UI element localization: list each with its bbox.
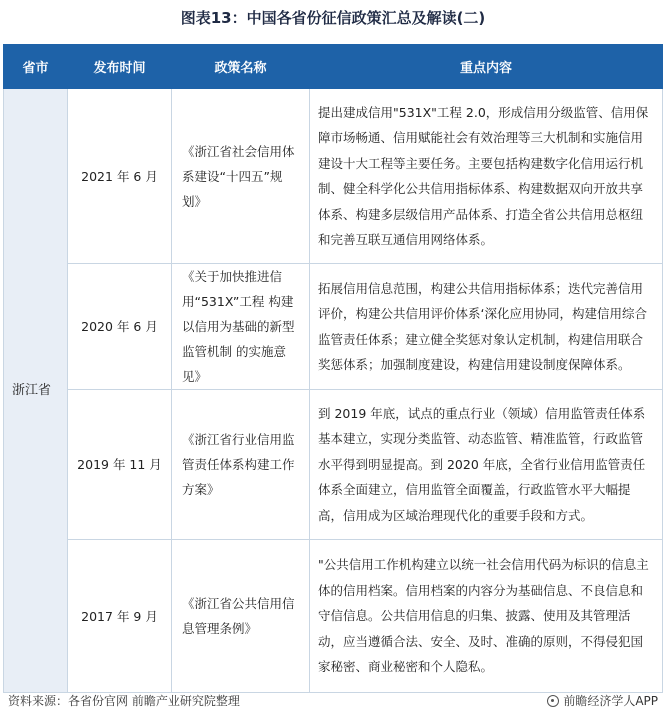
brand-label: 前瞻经济学人APP xyxy=(563,694,658,708)
province-cell: 浙江省 xyxy=(4,89,68,693)
col-header-date: 发布时间 xyxy=(68,45,172,89)
table-header-row xyxy=(4,45,663,89)
policy-table xyxy=(3,44,663,693)
qianzhan-logo-icon xyxy=(547,695,559,707)
date-cell: 2020 年 6 月 xyxy=(68,264,172,390)
col-header-content: 重点内容 xyxy=(310,45,663,89)
date-cell: 2019 年 11 月 xyxy=(68,390,172,540)
table-row xyxy=(4,264,663,390)
policy-name-cell: 《浙江省行业信用监管责任体系构建工作方案》 xyxy=(172,390,310,540)
content-cell: 到 2019 年底，试点的重点行业（领域）信用监管责任体系基本建立，实现分类监管、动态监管、精准监管，行政监管水平得到明显提高。到 2020 年底，全省行业信用监管责任体系全面建立，信用监管全面覆盖，行政监管水平大幅提高，信用成为区域治理现代化的重要手段和方式。 xyxy=(310,390,663,540)
footer xyxy=(0,686,666,716)
date-cell: 2021 年 6 月 xyxy=(68,89,172,264)
policy-name-cell: 《浙江省社会信用体系建设“十四五”规划》 xyxy=(172,89,310,264)
col-header-policy: 政策名称 xyxy=(172,45,310,89)
policy-name-cell: 《浙江省公共信用信息管理条例》 xyxy=(172,540,310,693)
policy-name-cell: 《关于加快推进信用“531X”工程 构建以信用为基础的新型监管机制 的实施意见》 xyxy=(172,264,310,390)
content-cell: "公共信用工作机构建立以统一社会信用代码为标识的信息主体的信用档案。信用档案的内容分为基础信息、不良信息和守信信息。公共信用信息的归集、披露、使用及其管理活动，应当遵循合法、安全、及时、准确的原则，不得侵犯国家秘密、商业秘密和个人隐私。 xyxy=(310,540,663,693)
col-header-province: 省市 xyxy=(4,45,68,89)
content-cell: 提出建成信用"531X"工程 2.0，形成信用分级监管、信用保障市场畅通、信用赋能社会有效治理等三大机制和实施信用建设十大工程等主要任务。主要包括构建数字化信用运行机制、健全科学化公共信用指标体系、构建数据双向开放共享体系、构建多层级信用产品体系、打造全省公共信用总枢纽和完善互联互通信用网络体系。 xyxy=(310,89,663,264)
table-row xyxy=(4,89,663,264)
table-row xyxy=(4,390,663,540)
table-row xyxy=(4,540,663,693)
date-cell: 2017 年 9 月 xyxy=(68,540,172,693)
source-note: 资料来源：各省份官网 前瞻产业研究院整理 xyxy=(8,694,240,708)
page-title: 图表13：中国各省份征信政策汇总及解读(二) xyxy=(180,9,486,27)
content-cell: 拓展信用信息范围，构建公共信用指标体系；迭代完善信用评价，构建公共信用评价体系‘深化应用协同，构建信用综合监管责任体系；建立健全奖惩对象认定机制，构建信用联合奖惩体系；加强制度建设，构建信用建设制度保障体系。 xyxy=(310,264,663,390)
brand xyxy=(547,692,658,709)
